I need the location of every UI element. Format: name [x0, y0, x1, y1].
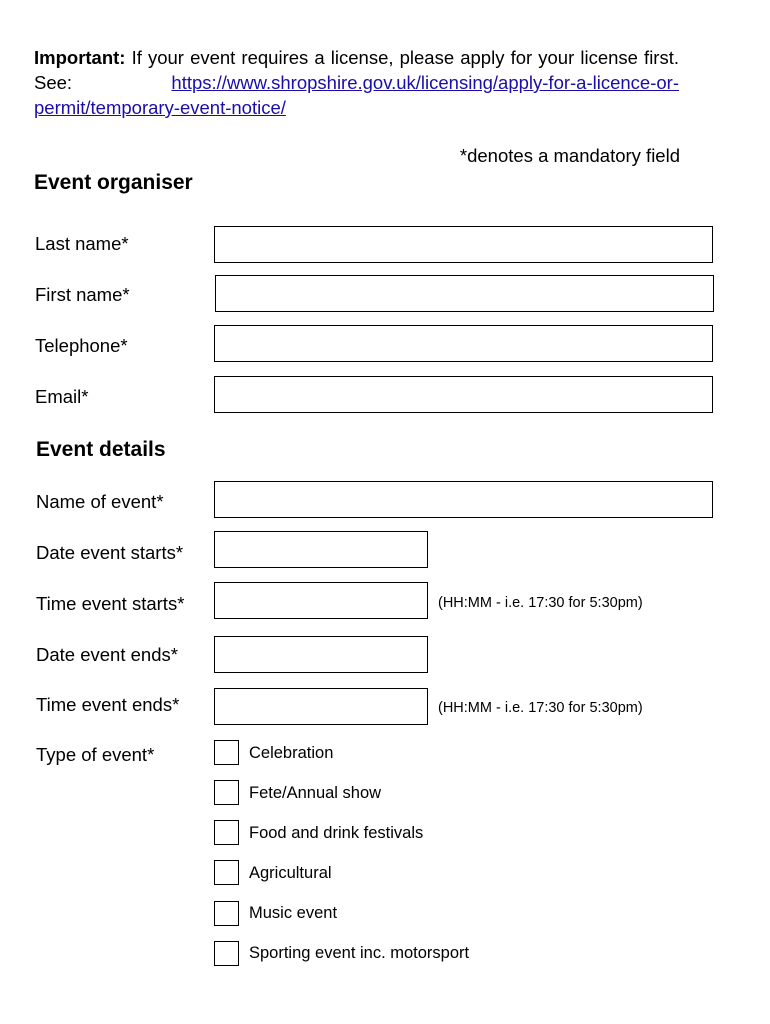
notice-text: If your event requires a license, please apply for your license first. See: [34, 47, 679, 93]
telephone-field[interactable] [214, 325, 713, 362]
date-end-label: Date event ends* [36, 644, 178, 665]
time-end-hint: (HH:MM - i.e. 17:30 for 5:30pm) [438, 700, 643, 716]
fete-annual-show-checkbox[interactable] [214, 780, 239, 805]
important-label: Important: [34, 47, 126, 68]
licensing-link[interactable]: https://www.shropshire.gov.uk/licensing/apply-for-a-licence-or-permit/temporary-event-notice/ [34, 72, 679, 118]
time-end-label: Time event ends* [36, 694, 180, 715]
mandatory-note: *denotes a mandatory field [459, 145, 680, 166]
agricultural-checkbox[interactable] [214, 860, 239, 885]
event-details-heading: Event details [36, 438, 166, 461]
sporting-event-label: Sporting event inc. motorsport [249, 944, 470, 962]
music-event-checkbox[interactable] [214, 901, 239, 926]
celebration-label: Celebration [249, 744, 334, 762]
last-name-label: Last name* [35, 233, 129, 254]
date-end-field[interactable] [214, 636, 428, 673]
date-start-label: Date event starts* [36, 542, 184, 563]
event-name-label: Name of event* [36, 491, 164, 512]
time-start-field[interactable] [214, 582, 428, 619]
first-name-field[interactable] [215, 275, 714, 312]
event-organiser-heading: Event organiser [34, 171, 193, 194]
important-notice [34, 45, 679, 120]
time-start-label: Time event starts* [36, 593, 185, 614]
music-event-label: Music event [249, 904, 338, 922]
event-name-field[interactable] [214, 481, 713, 518]
agricultural-label: Agricultural [249, 864, 332, 882]
sporting-event-checkbox[interactable] [214, 941, 239, 966]
email-label: Email* [35, 386, 89, 407]
date-start-field[interactable] [214, 531, 428, 568]
event-type-label: Type of event* [36, 744, 155, 765]
telephone-label: Telephone* [35, 335, 128, 356]
time-start-hint: (HH:MM - i.e. 17:30 for 5:30pm) [438, 595, 643, 611]
fete-annual-show-label: Fete/Annual show [249, 784, 382, 802]
celebration-checkbox[interactable] [214, 740, 239, 765]
time-end-field[interactable] [214, 688, 428, 725]
last-name-field[interactable] [214, 226, 713, 263]
email-field[interactable] [214, 376, 713, 413]
food-drink-festivals-label: Food and drink festivals [249, 824, 424, 842]
food-drink-festivals-checkbox[interactable] [214, 820, 239, 845]
first-name-label: First name* [35, 284, 130, 305]
